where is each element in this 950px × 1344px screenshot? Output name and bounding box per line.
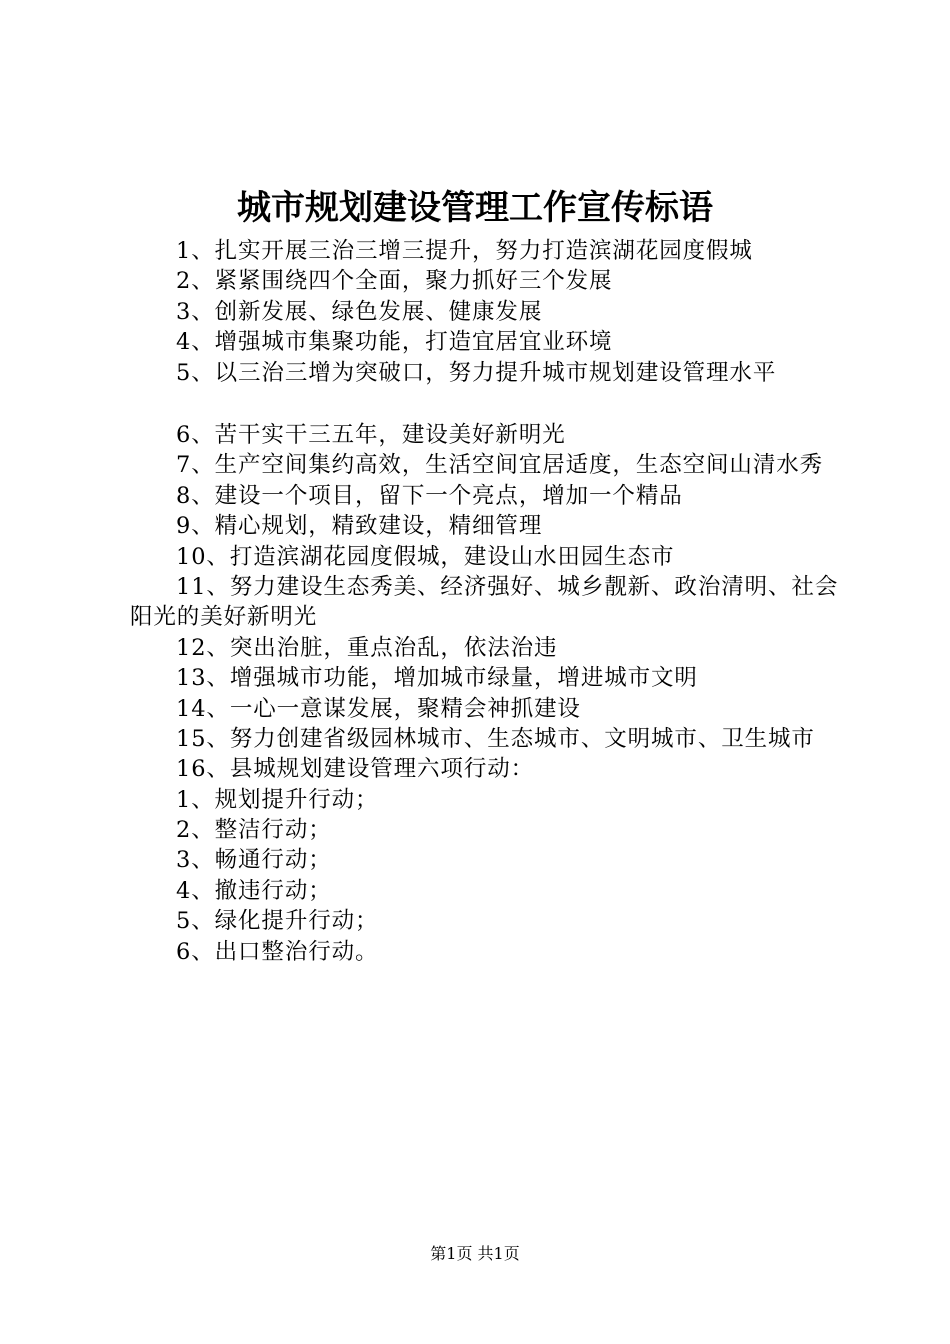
slogan-2: 2、紧紧围绕四个全面，聚力抓好三个发展 [176,268,613,295]
slogan-9: 9、精心规划，精致建设，精细管理 [176,513,543,540]
slogan-12: 12、突出治脏，重点治乱，依法治违 [176,634,558,661]
document-title: 城市规划建设管理工作宣传标语 [237,188,713,228]
paragraph-gap [130,388,850,420]
slogan-10: 10、打造滨湖花园度假城，建设山水田园生态市 [176,543,675,570]
document-body [130,236,850,967]
slogan-14: 14、一心一意谋发展，聚精会神抓建设 [176,695,581,722]
action-3: 3、畅通行动； [176,847,332,874]
action-1: 1、规划提升行动； [176,786,379,813]
action-4: 4、撤违行动； [176,877,332,904]
page-footer: 第1页 共1页 [430,1244,520,1263]
slogan-13: 13、增强城市功能，增加城市绿量，增进城市文明 [176,665,698,692]
slogan-5: 5、以三治三增为突破口，努力提升城市规划建设管理水平 [176,359,777,386]
slogan-8: 8、建设一个项目，留下一个亮点，增加一个精品 [176,482,683,509]
slogan-6: 6、苦干实干三五年，建设美好新明光 [176,421,566,448]
action-5: 5、绿化提升行动； [176,908,379,935]
slogan-1: 1、扎实开展三治三增三提升，努力打造滨湖花园度假城 [176,238,753,264]
slogan-7: 7、生产空间集约高效，生活空间宜居适度，生态空间山清水秀 [176,452,824,479]
action-6: 6、出口整治行动。 [176,938,379,965]
slogan-15: 15、努力创建省级园林城市、生态城市、文明城市、卫生城市 [176,725,815,752]
slogan-16: 16、县城规划建设管理六项行动： [176,756,535,783]
action-2: 2、整洁行动； [176,817,332,844]
slogan-4: 4、增强城市集聚功能，打造宜居宜业环境 [176,329,613,356]
slogan-3: 3、创新发展、绿色发展、健康发展 [176,298,543,325]
slogan-11: 11、努力建设生态秀美、经济强好、城乡靓新、政治清明、社会阳光的美好新明光 [130,573,839,631]
